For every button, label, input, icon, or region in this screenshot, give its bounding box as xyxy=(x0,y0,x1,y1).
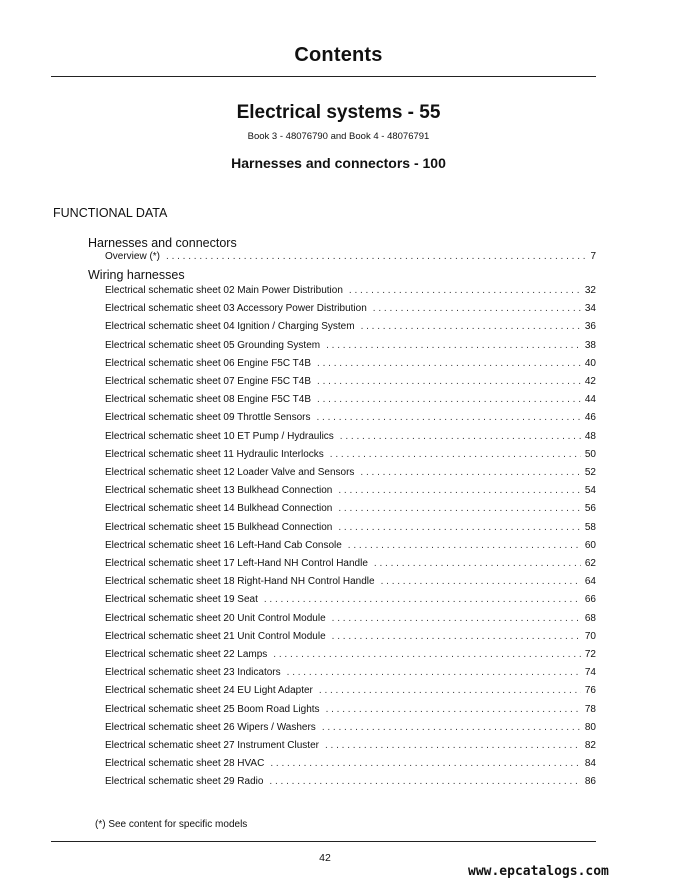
toc-entry-page: 62 xyxy=(584,558,596,569)
toc-entry-page: 68 xyxy=(584,612,596,624)
toc-entry[interactable] xyxy=(105,357,596,371)
section-title: Harnesses and connectors - 100 xyxy=(231,155,446,171)
dot-leader xyxy=(338,521,581,535)
toc-entry-page: 48 xyxy=(584,430,596,442)
dot-leader xyxy=(325,739,581,753)
toc-entry-label: Electrical schematic sheet 17 Left-Hand NH Control Handle xyxy=(105,558,368,569)
toc-entry-label: Electrical schematic sheet 10 ET Pump / Hydraulics xyxy=(105,430,334,442)
toc-group-title: Harnesses and connectors xyxy=(88,236,237,250)
toc-entry-page: 32 xyxy=(584,285,596,296)
toc-entry-page: 42 xyxy=(584,376,596,387)
toc-entry-page: 44 xyxy=(584,394,596,406)
toc-entry[interactable] xyxy=(105,757,596,771)
dot-leader xyxy=(317,357,581,371)
toc-entry-label: Electrical schematic sheet 19 Seat xyxy=(105,594,258,606)
toc-entry-page: 74 xyxy=(584,667,596,679)
dot-leader xyxy=(340,430,581,444)
page-title: Contents xyxy=(294,44,383,66)
dot-leader xyxy=(319,684,581,698)
dot-leader xyxy=(348,539,581,553)
toc-entry-label: Electrical schematic sheet 03 Accessory Power Distribution xyxy=(105,303,367,315)
toc-entry-label: Electrical schematic sheet 15 Bulkhead Connection xyxy=(105,521,333,533)
top-divider xyxy=(51,76,596,77)
toc-entry-label: Electrical schematic sheet 09 Throttle Sensors xyxy=(105,412,311,424)
toc-entry-page: 56 xyxy=(584,503,596,515)
toc-entry-page: 36 xyxy=(584,321,596,333)
dot-leader xyxy=(326,339,581,353)
dot-leader xyxy=(360,466,580,480)
toc-entry-label: Electrical schematic sheet 29 Radio xyxy=(105,776,264,788)
toc-entry-label: Electrical schematic sheet 06 Engine F5C T4B xyxy=(105,357,312,369)
toc-entry[interactable] xyxy=(105,630,596,644)
dot-leader xyxy=(317,375,581,389)
toc-entry[interactable] xyxy=(105,448,596,462)
toc-entry-label: Electrical schematic sheet 11 Hydraulic Interlocks xyxy=(105,448,324,460)
dot-leader xyxy=(317,393,581,407)
dot-leader xyxy=(322,721,581,735)
dot-leader xyxy=(361,320,581,334)
dot-leader xyxy=(332,630,581,644)
toc-entry[interactable] xyxy=(105,466,596,480)
toc-entry-label: Electrical schematic sheet 24 EU Light Adapter xyxy=(105,685,313,697)
toc-entry[interactable] xyxy=(105,430,596,444)
toc-entry[interactable] xyxy=(105,284,596,298)
dot-leader xyxy=(326,703,581,717)
toc-entry[interactable] xyxy=(105,250,596,264)
book-reference: Book 3 - 48076790 and Book 4 - 48076791 xyxy=(247,131,430,142)
toc-entry[interactable] xyxy=(105,502,596,516)
toc-entry[interactable] xyxy=(105,557,596,571)
toc-entry-label: Electrical schematic sheet 16 Left-Hand Cab Console xyxy=(105,539,342,551)
toc-entry-page: 86 xyxy=(584,776,596,788)
dot-leader xyxy=(338,502,581,516)
toc-entry[interactable] xyxy=(105,339,596,353)
toc-entry-page: 82 xyxy=(584,740,596,751)
toc-entry-label: Electrical schematic sheet 18 Right-Hand NH Control Handle xyxy=(105,576,375,588)
toc-entry-label: Electrical schematic sheet 28 HVAC xyxy=(105,758,265,770)
toc-group-title: Wiring harnesses xyxy=(88,268,185,282)
dot-leader xyxy=(349,284,581,298)
toc-entry-page: 52 xyxy=(584,467,596,478)
dot-leader xyxy=(330,448,581,462)
toc-entry[interactable] xyxy=(105,775,596,789)
toc-entry-page: 46 xyxy=(584,412,596,424)
dot-leader xyxy=(166,250,586,264)
toc-entry-page: 40 xyxy=(584,357,596,369)
dot-leader xyxy=(332,612,581,626)
toc-entry[interactable] xyxy=(105,666,596,680)
toc-entry-page: 76 xyxy=(584,685,596,697)
dot-leader xyxy=(381,575,581,589)
dot-leader xyxy=(269,775,580,789)
toc-entry-label: Electrical schematic sheet 04 Ignition / Charging System xyxy=(105,321,355,333)
toc-entry[interactable] xyxy=(105,739,596,753)
toc-entry-page: 70 xyxy=(584,630,596,642)
toc-entry-label: Overview (*) xyxy=(105,251,161,262)
toc-entry[interactable] xyxy=(105,684,596,698)
toc-entry-label: Electrical schematic sheet 26 Wipers / Washers xyxy=(105,721,316,733)
toc-entry-label: Electrical schematic sheet 27 Instrument Cluster xyxy=(105,740,319,751)
toc-entry-page: 34 xyxy=(584,303,596,315)
dot-leader xyxy=(273,648,581,662)
toc-entry[interactable] xyxy=(105,302,596,316)
toc-entry-label: Electrical schematic sheet 02 Main Power Distribution xyxy=(105,285,343,296)
toc-entry-label: Electrical schematic sheet 25 Boom Road Lights xyxy=(105,703,320,715)
toc-entry[interactable] xyxy=(105,521,596,535)
toc-entry[interactable] xyxy=(105,593,596,607)
toc-entry[interactable] xyxy=(105,575,596,589)
bottom-divider xyxy=(51,841,596,842)
toc-entry[interactable] xyxy=(105,703,596,717)
toc-entry-page: 38 xyxy=(584,339,596,351)
toc-entry[interactable] xyxy=(105,320,596,334)
dot-leader xyxy=(270,757,581,771)
toc-entry-page: 72 xyxy=(584,649,596,660)
toc-entry-page: 84 xyxy=(584,758,596,770)
toc-entry[interactable] xyxy=(105,411,596,425)
toc-entry-label: Electrical schematic sheet 21 Unit Control Module xyxy=(105,630,326,642)
functional-data-heading: FUNCTIONAL DATA xyxy=(53,206,168,220)
toc-entry-label: Electrical schematic sheet 07 Engine F5C T4B xyxy=(105,376,312,387)
chapter-title: Electrical systems - 55 xyxy=(236,102,441,123)
toc-entry[interactable] xyxy=(105,612,596,626)
toc-entry-label: Electrical schematic sheet 12 Loader Valve and Sensors xyxy=(105,467,355,478)
toc-entry-page: 58 xyxy=(584,521,596,533)
dot-leader xyxy=(316,411,580,425)
toc-entry-label: Electrical schematic sheet 13 Bulkhead Connection xyxy=(105,485,333,497)
toc-entry-page: 64 xyxy=(584,576,596,588)
dot-leader xyxy=(338,484,581,498)
footnote: (*) See content for specific models xyxy=(95,819,248,830)
toc-entry[interactable] xyxy=(105,721,596,735)
toc-entry-page: 54 xyxy=(584,485,596,497)
toc-entry-page: 7 xyxy=(590,251,596,262)
toc-entry-page: 66 xyxy=(584,594,596,606)
toc-entry-label: Electrical schematic sheet 14 Bulkhead Connection xyxy=(105,503,333,515)
toc-entry[interactable] xyxy=(105,375,596,389)
toc-entry-label: Electrical schematic sheet 08 Engine F5C T4B xyxy=(105,394,312,406)
toc-entry-page: 50 xyxy=(584,448,596,460)
toc-entry-label: Electrical schematic sheet 23 Indicators xyxy=(105,667,281,679)
toc-entry-page: 80 xyxy=(584,721,596,733)
toc-entry-page: 60 xyxy=(584,539,596,551)
dot-leader xyxy=(374,557,581,571)
toc-entry-label: Electrical schematic sheet 05 Grounding System xyxy=(105,339,321,351)
toc-entry-page: 78 xyxy=(584,703,596,715)
page-number: 42 xyxy=(319,852,331,864)
toc-entry[interactable] xyxy=(105,484,596,498)
toc-entry[interactable] xyxy=(105,648,596,662)
toc-entry-label: Electrical schematic sheet 20 Unit Control Module xyxy=(105,612,326,624)
dot-leader xyxy=(264,593,581,607)
toc-entry[interactable] xyxy=(105,393,596,407)
dot-leader xyxy=(287,666,581,680)
toc-entry-label: Electrical schematic sheet 22 Lamps xyxy=(105,649,268,660)
watermark: www.epcatalogs.com xyxy=(468,864,609,879)
dot-leader xyxy=(373,302,581,316)
toc-entry[interactable] xyxy=(105,539,596,553)
